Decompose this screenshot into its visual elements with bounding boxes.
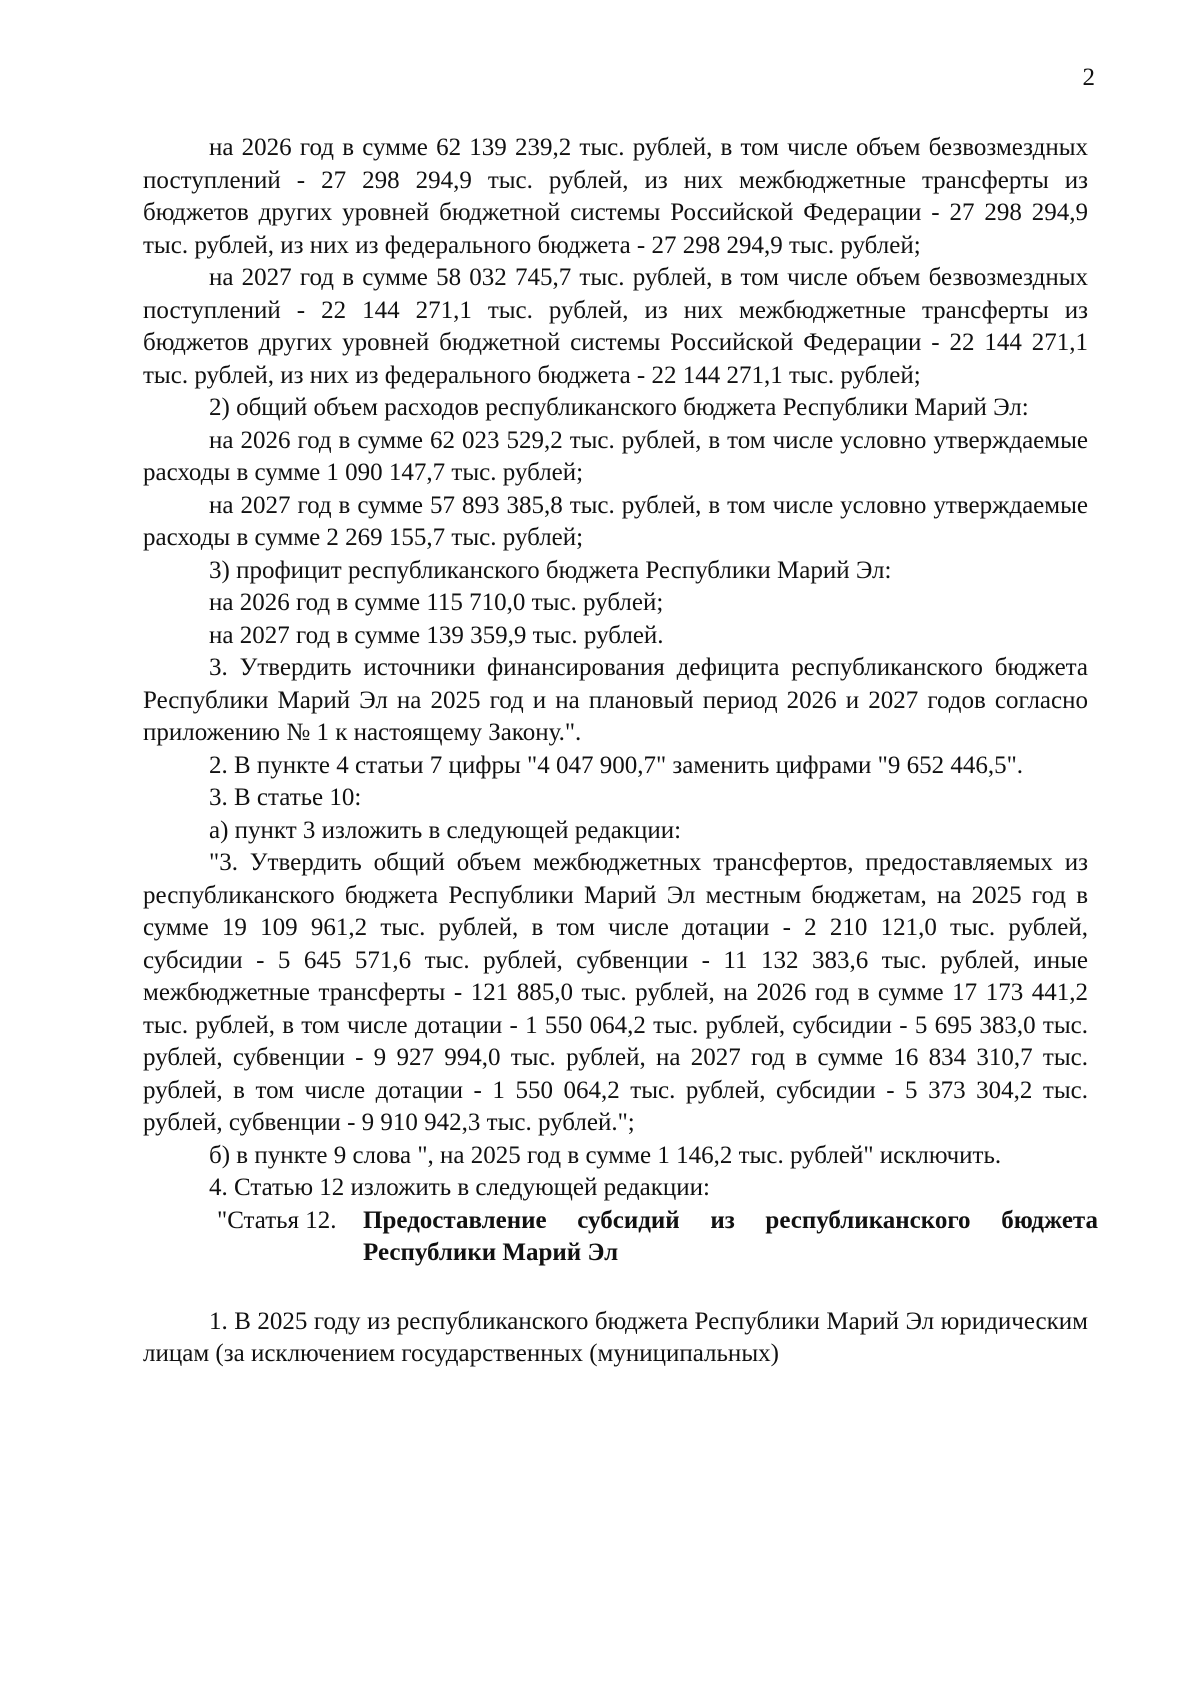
- paragraph: на 2027 год в сумме 139 359,9 тыс. рублей.: [209, 621, 664, 649]
- paragraph: 3. В статье 10:: [209, 784, 362, 811]
- paragraph: 2) общий объем расходов республиканского бюджета Республики Марий Эл:: [209, 394, 1029, 421]
- page-number: 2: [1082, 64, 1095, 91]
- paragraph: 3) профицит республиканского бюджета Республики Марий Эл:: [209, 556, 892, 584]
- article-title: Предоставление субсидий из республиканского бюджета Республики Марий Эл: [363, 1206, 1098, 1266]
- paragraph: 1. В 2025 году из республиканского бюджета Республики Марий Эл юридическим лицам (за исключением государственных (муниципальных): [143, 1307, 1088, 1367]
- article-label: "Статья 12.: [217, 1206, 337, 1234]
- spacer: [143, 1270, 1088, 1306]
- paragraph: 2. В пункте 4 статьи 7 цифры "4 047 900,7" заменить цифрами "9 652 446,5".: [209, 751, 1024, 779]
- document-body: [143, 132, 1098, 1371]
- paragraph: "3. Утвердить общий объем межбюджетных трансфертов, предоставляемых из республиканского бюджета Республики Марий Эл местным бюджетам, на 2025 год в сумме 19 109 961,2 тыс. рублей, в том числе дотации - 2 210 121,0 тыс. рублей, субсидии - 5 645 571,6 тыс. рублей, субвенции - 11 132 383,6 тыс. рублей, иные межбюджетные трансферты - 121 885,0 тыс. рублей, на 2026 год в сумме 17 173 441,2 тыс. рублей, в том числе дотации - 1 550 064,2 тыс. рублей, субсидии - 5 695 383,0 тыс. рублей, субвенции - 9 927 994,0 тыс. рублей, на 2027 год в сумме 16 834 310,7 тыс. рублей, в том числе дотации - 1 550 064,2 тыс. рублей, субсидии - 5 373 304,2 тыс. рублей, субвенции - 9 910 942,3 тыс. рублей.";: [143, 849, 1088, 1136]
- paragraph: 3. Утвердить источники финансирования дефицита республиканского бюджета Республики Марий Эл на 2025 год и на плановый период 2026 и 2027 годов согласно приложению № 1 к настоящему Закону.".: [143, 654, 1088, 746]
- paragraph: на 2026 год в сумме 62 023 529,2 тыс. рублей, в том числе условно утверждаемые расходы в сумме 1 090 147,7 тыс. рублей;: [143, 426, 1088, 486]
- paragraph: б) в пункте 9 слова ", на 2025 год в сумме 1 146,2 тыс. рублей" исключить.: [209, 1141, 1002, 1169]
- paragraph: на 2027 год в сумме 57 893 385,8 тыс. рублей, в том числе условно утверждаемые расходы в сумме 2 269 155,7 тыс. рублей;: [143, 491, 1088, 551]
- paragraph: а) пункт 3 изложить в следующей редакции:: [209, 816, 682, 844]
- article-heading: [143, 1205, 1098, 1270]
- paragraph: на 2026 год в сумме 115 710,0 тыс. рублей;: [209, 589, 664, 616]
- paragraph: на 2026 год в сумме 62 139 239,2 тыс. рублей, в том числе объем безвозмездных поступлений - 27 298 294,9 тыс. рублей, из них межбюджетные трансферты из бюджетов других уровней бюджетной системы Российской Федерации - 27 298 294,9 тыс. рублей, из них из федерального бюджета - 27 298 294,9 тыс. рублей;: [143, 134, 1088, 259]
- paragraph: на 2027 год в сумме 58 032 745,7 тыс. рублей, в том числе объем безвозмездных поступлений - 22 144 271,1 тыс. рублей, из них межбюджетные трансферты из бюджетов других уровней бюджетной системы Российской Федерации - 22 144 271,1 тыс. рублей, из них из федерального бюджета - 22 144 271,1 тыс. рублей;: [143, 264, 1088, 389]
- paragraph: 4. Статью 12 изложить в следующей редакции:: [209, 1174, 710, 1201]
